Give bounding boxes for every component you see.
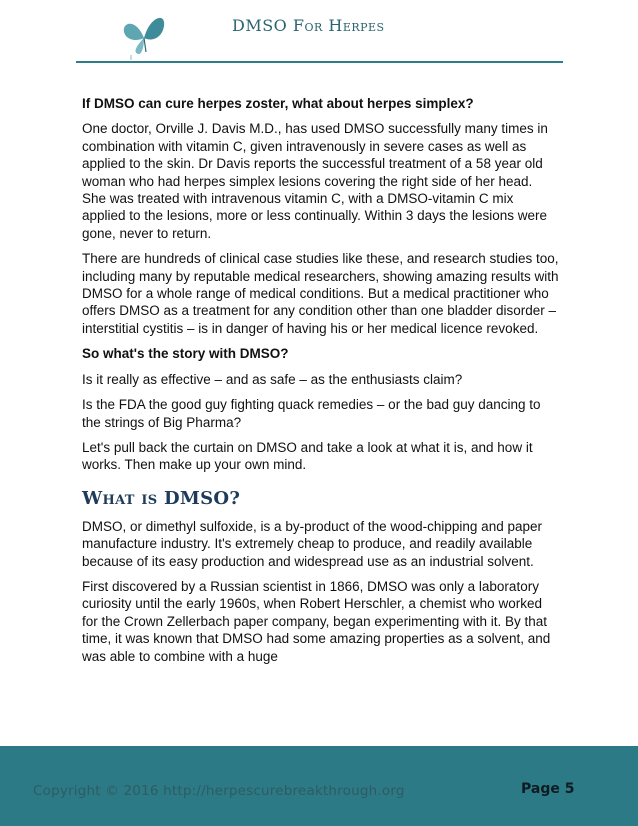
paragraph: Is it really as effective – and as safe – as the enthusiasts claim? [82, 371, 463, 387]
butterfly-icon [118, 8, 170, 60]
page-number: Page 5 [521, 781, 575, 797]
paragraph: Let's pull back the curtain on DMSO and take a look at what it is, and how it works. Then make up your own mind. [82, 439, 533, 473]
subheading-story: So what's the story with DMSO? [82, 346, 289, 362]
header-divider [76, 61, 563, 63]
page-content [82, 95, 560, 673]
paragraph: DMSO, or dimethyl sulfoxide, is a by-product of the wood-chipping and paper manufacture industry. It's extremely cheap to produce, and readily available because of its easy production and widespread use as an industrial solvent. [82, 518, 542, 569]
paragraph: One doctor, Orville J. Davis M.D., has used DMSO successfully many times in combination with vitamin C, given intravenously in severe cases as well as applied to the skin. Dr Davis reports the successful treatment of a 58 year old woman who had herpes simplex lesions covering the right side of her head. She was treated with intravenous vitamin C, with a DMSO-vitamin C mix applied to the lesions, more or less continually. Within 3 days the lesions were gone, never to return. [82, 121, 548, 241]
paragraph: First discovered by a Russian scientist in 1866, DMSO was only a laboratory curiosity until the early 1960s, when Robert Herschler, a chemist who worked for the Crown Zellerbach paper company, began experimenting with it. By that time, it was known that DMSO had some amazing properties as a solvent, and was able to combine with a huge [82, 578, 551, 664]
section-title: What is DMSO? [82, 487, 241, 509]
page-footer [0, 746, 638, 826]
subheading-herpes-simplex: If DMSO can cure herpes zoster, what about herpes simplex? [82, 96, 474, 111]
header-title: DMSO For Herpes [232, 16, 385, 35]
paragraph: There are hundreds of clinical case studies like these, and research studies too, including many by reputable medical researchers, showing amazing results with DMSO for a whole range of medical conditions. But a medical practitioner who offers DMSO as a treatment for any condition other than one bladder disorder – interstitial cystitis – is in danger of having his or her medical licence revoked. [82, 251, 559, 336]
copyright-text: Copyright © 2016 http://herpescurebreakthrough.org [33, 783, 405, 799]
paragraph: Is the FDA the good guy fighting quack remedies – or the bad guy dancing to the strings of Big Pharma? [82, 397, 541, 430]
